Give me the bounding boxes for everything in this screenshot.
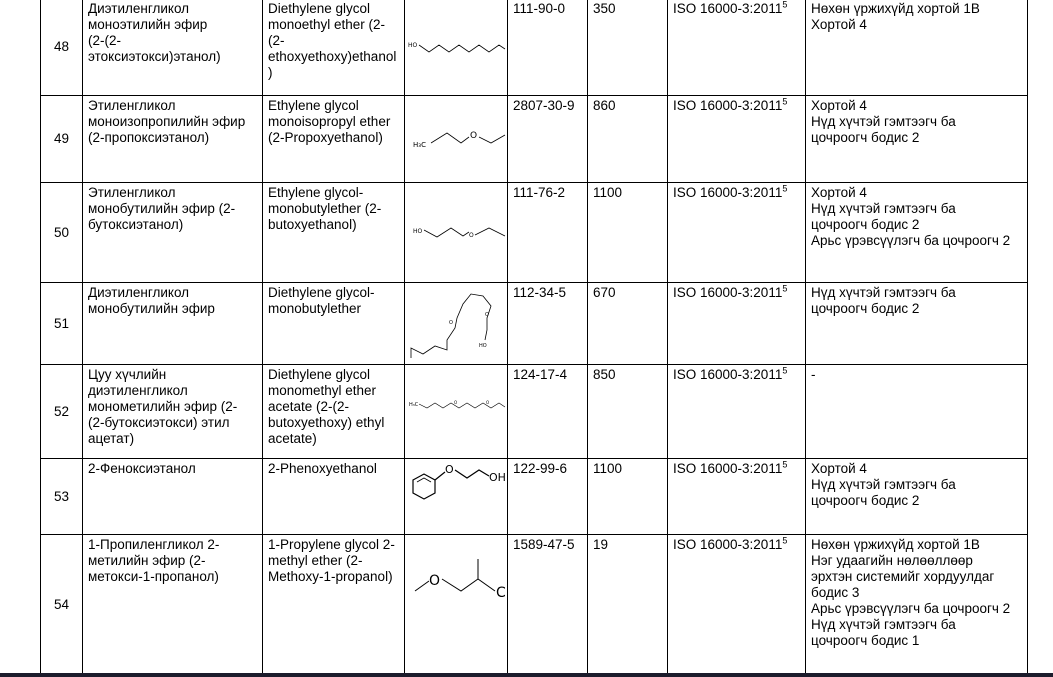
cas-number: 111-90-0: [508, 0, 588, 96]
standard-text: ISO 16000-3:2011: [673, 1, 783, 16]
limit-value: 850: [588, 365, 668, 459]
chemical-substances-table: [40, 0, 1028, 675]
atom-label: O: [449, 319, 453, 326]
atom-label: O: [445, 462, 454, 476]
hazard-cell: [806, 365, 1028, 459]
atom-label: O: [485, 311, 489, 318]
hazard-line: Хортой 4: [811, 17, 867, 32]
english-name-line: methyl ether (2-: [268, 553, 363, 568]
table-row: [41, 96, 1028, 183]
standard-text: ISO 16000-3:2011: [673, 367, 783, 382]
mongolian-name-line: этоксиэтокси)этанол): [88, 49, 221, 64]
standard-ref: 5: [782, 459, 788, 470]
standard-ref: 5: [782, 283, 788, 294]
ethylene-glycol-monobutylether-structure: [405, 184, 507, 282]
row-number: 50: [41, 183, 83, 283]
cas-number: 111-76-2: [508, 183, 588, 283]
mongolian-name-line: Диэтиленгликол: [88, 285, 190, 300]
mongolian-name-line: 1-Пропиленгликол 2-: [88, 537, 220, 552]
limit-value: 19: [588, 535, 668, 675]
english-name-line: 1-Propylene glycol 2-: [268, 537, 395, 552]
hazard-line: Хортой 4: [811, 98, 867, 113]
hazard-line: Нүд хүчтэй гэмтээгч ба: [811, 114, 956, 129]
mongolian-name-line: диэтиленгликол: [88, 383, 188, 398]
cas-number: 122-99-6: [508, 459, 588, 535]
mongolian-name-line: 2-Феноксиэтанол: [88, 461, 196, 476]
english-name-line: monomethyl ether: [268, 383, 377, 398]
mongolian-name-cell: [83, 283, 263, 365]
english-name-cell: [263, 183, 405, 283]
limit-value: 350: [588, 0, 668, 96]
structure-cell: [405, 0, 508, 96]
hazard-cell: [806, 535, 1028, 675]
atom-label: H₃C: [409, 401, 419, 408]
atom-label: HO: [479, 342, 487, 349]
cas-number: 1589-47-5: [508, 535, 588, 675]
standard-ref: 5: [782, 365, 788, 376]
row-number: 49: [41, 96, 83, 183]
limit-value: 1100: [588, 459, 668, 535]
limit-value: 1100: [588, 183, 668, 283]
mongolian-name-line: Цуу хүчлийн: [88, 367, 167, 382]
mongolian-name-line: моноэтилийн эфир: [88, 17, 208, 32]
english-name-line: Diethylene glycol: [268, 367, 371, 382]
english-name-line: acetate (2-(2-: [268, 399, 350, 414]
standard-cell: [668, 0, 806, 96]
english-name-line: Diethylene glycol: [268, 1, 371, 16]
mongolian-name-line: метилийн эфир (2-: [88, 553, 206, 568]
cas-number: 112-34-5: [508, 283, 588, 365]
english-name-line: monoisopropyl ether: [268, 114, 391, 129]
table-row: [41, 535, 1028, 675]
standard-text: ISO 16000-3:2011: [673, 185, 783, 200]
english-name-line: ethoxyethoxy)ethanol: [268, 49, 397, 64]
mongolian-name-line: монометилийн эфир (2-: [88, 399, 238, 414]
english-name-cell: [263, 459, 405, 535]
hazard-line: Нүд хүчтэй гэмтээгч ба: [811, 285, 956, 300]
atom-label: O: [486, 399, 490, 405]
standard-text: ISO 16000-3:2011: [673, 537, 783, 552]
mongolian-name-line: Этиленгликол: [88, 185, 176, 200]
atom-label: O: [454, 399, 458, 405]
english-name-cell: [263, 0, 405, 96]
standard-cell: [668, 459, 806, 535]
english-name-line: Ethylene glycol: [268, 98, 359, 113]
english-name-line: Diethylene glycol-: [268, 285, 375, 300]
hazard-line: Нүд хүчтэй гэмтээгч ба: [811, 201, 956, 216]
window-bottom-edge: [0, 673, 1053, 677]
hazard-line: Нүд хүчтэй гэмтээгч ба: [811, 477, 956, 492]
mongolian-name-cell: [83, 535, 263, 675]
atom-label: HO: [408, 41, 418, 49]
english-name-line: monobutylether: [268, 301, 362, 316]
hazard-cell: [806, 183, 1028, 283]
hazard-line: цочроогч бодис 2: [811, 493, 920, 508]
hazard-line: Нэг удаагийн нөлөөллөөр: [811, 553, 973, 568]
mongolian-name-cell: [83, 365, 263, 459]
mongolian-name-line: бутоксиэтанол): [88, 217, 184, 232]
row-number: 54: [41, 535, 83, 675]
hazard-line: Хортой 4: [811, 461, 867, 476]
table-row: [41, 0, 1028, 96]
structure-cell: [405, 183, 508, 283]
standard-text: ISO 16000-3:2011: [673, 285, 783, 300]
limit-value: 670: [588, 283, 668, 365]
hazard-cell: [806, 0, 1028, 96]
structure-cell: [405, 535, 508, 675]
standard-ref: 5: [782, 535, 788, 546]
english-name-line: monoethyl ether (2-: [268, 17, 386, 32]
structure-cell: [405, 365, 508, 459]
english-name-line: (2-Propoxyethanol): [268, 130, 383, 145]
hazard-line: Нөхөн үржихүйд хортой 1B: [811, 537, 980, 552]
diethylene-glycol-monobutylether-structure: [405, 284, 507, 364]
hazard-cell: [806, 283, 1028, 365]
atom-label: O: [429, 573, 441, 589]
mongolian-name-line: (2-пропоксиэтанол): [88, 130, 210, 145]
hazard-line: цочроогч бодис 2: [811, 217, 920, 232]
standard-cell: [668, 183, 806, 283]
atom-label: O: [469, 231, 474, 239]
atom-label: O: [470, 130, 478, 141]
english-name-line: butoxyethanol): [268, 217, 357, 232]
limit-value: 860: [588, 96, 668, 183]
phenoxyethanol-structure: [405, 460, 507, 534]
structure-cell: [405, 96, 508, 183]
hazard-line: -: [811, 367, 816, 382]
cas-number: 2807-30-9: [508, 96, 588, 183]
table-row: [41, 365, 1028, 459]
row-number: 51: [41, 283, 83, 365]
mongolian-name-line: моноизопропилийн эфир: [88, 114, 246, 129]
standard-text: ISO 16000-3:2011: [673, 461, 783, 476]
mongolian-name-line: монобутилийн эфир (2-: [88, 201, 236, 216]
hazard-line: Хортой 4: [811, 185, 867, 200]
hazard-line: Арьс үрэвсүүлэгч ба цочроогч 2: [811, 233, 1011, 248]
english-name-line: monobutylether (2-: [268, 201, 382, 216]
hazard-line: Нүд хүчтэй гэмтээгч ба: [811, 617, 956, 632]
hazard-line: Нөхөн үржихүйд хортой 1B: [811, 1, 980, 16]
mongolian-name-cell: [83, 96, 263, 183]
english-name-line: 2-Phenoxyethanol: [268, 461, 377, 476]
hazard-line: эрхтэн системийг хордуулдаг: [811, 569, 995, 584]
english-name-line: butoxyethoxy) ethyl: [268, 415, 385, 430]
english-name-line: Ethylene glycol-: [268, 185, 364, 200]
mongolian-name-line: монобутилийн эфир: [88, 301, 215, 316]
english-name-cell: [263, 535, 405, 675]
english-name-line: acetate): [268, 431, 317, 446]
structure-cell: [405, 459, 508, 535]
atom-label: HO: [413, 227, 423, 235]
standard-cell: [668, 96, 806, 183]
hazard-line: цочроогч бодис 2: [811, 130, 920, 145]
english-name-cell: [263, 365, 405, 459]
row-number: 53: [41, 459, 83, 535]
hazard-cell: [806, 96, 1028, 183]
structure-cell: [405, 283, 508, 365]
standard-ref: 5: [782, 183, 788, 194]
hazard-line: бодис 3: [811, 585, 860, 600]
standard-cell: [668, 365, 806, 459]
mongolian-name-cell: [83, 0, 263, 96]
diethylene-glycol-monoethyl-ether-structure: [405, 0, 507, 95]
mongolian-name-line: Этиленгликол: [88, 98, 176, 113]
standard-cell: [668, 535, 806, 675]
atom-label: C: [496, 585, 506, 601]
table-row: [41, 183, 1028, 283]
mongolian-name-line: метокси-1-пропанол): [88, 569, 219, 584]
mongolian-name-cell: [83, 459, 263, 535]
cas-number: 124-17-4: [508, 365, 588, 459]
methoxy-propanol-structure: [405, 535, 507, 615]
english-name-line: Methoxy-1-propanol): [268, 569, 393, 584]
english-name-line: (2-: [268, 33, 285, 48]
mongolian-name-cell: [83, 183, 263, 283]
standard-ref: 5: [782, 0, 788, 10]
standard-text: ISO 16000-3:2011: [673, 98, 783, 113]
mongolian-name-line: ацетат): [88, 431, 135, 446]
english-name-line: ): [268, 65, 273, 80]
hazard-line: Арьс үрэвсүүлэгч ба цочроогч 2: [811, 601, 1011, 616]
standard-cell: [668, 283, 806, 365]
english-name-cell: [263, 283, 405, 365]
hazard-line: цочроогч бодис 2: [811, 301, 920, 316]
diethylene-glycol-monomethyl-ether-acetate-structure: [405, 366, 507, 458]
hazard-cell: [806, 459, 1028, 535]
mongolian-name-line: (2-бутоксиэтокси) этил: [88, 415, 230, 430]
table-row: [41, 459, 1028, 535]
row-number: 52: [41, 365, 83, 459]
standard-ref: 5: [782, 96, 788, 107]
table-row: [41, 283, 1028, 365]
atom-label: OH: [489, 470, 506, 484]
ethylene-glycol-monoisopropyl-ether-structure: [405, 97, 507, 182]
mongolian-name-line: (2-(2-: [88, 33, 121, 48]
row-number: 48: [41, 0, 83, 96]
atom-label: H₃C: [413, 140, 426, 149]
mongolian-name-line: Диэтиленгликол: [88, 1, 190, 16]
english-name-cell: [263, 96, 405, 183]
hazard-line: цочроогч бодис 1: [811, 633, 920, 648]
